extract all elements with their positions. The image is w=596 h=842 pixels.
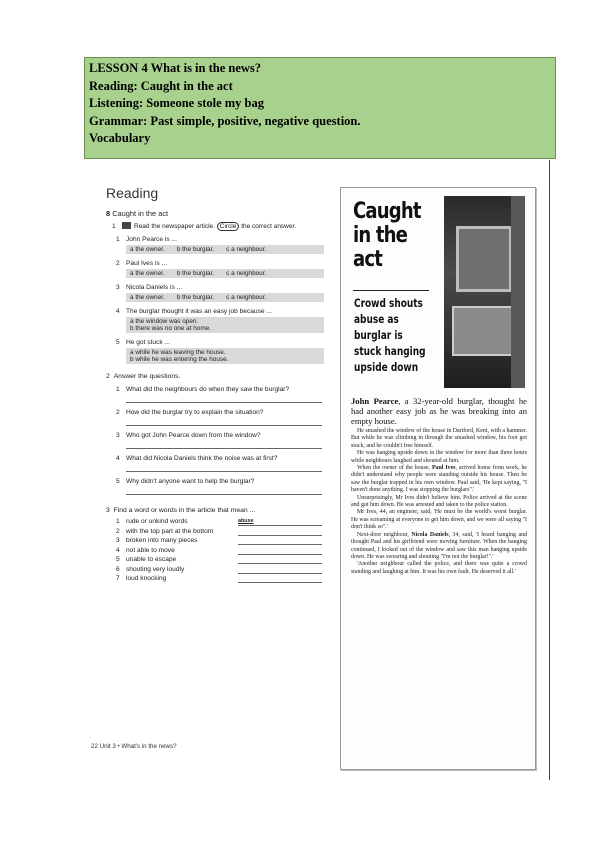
lesson-grammar: Grammar: Past simple, positive, negative question. bbox=[89, 113, 361, 128]
lesson-reading: Reading: Caught in the act bbox=[89, 78, 233, 93]
option-b[interactable]: b the burglar. bbox=[176, 294, 215, 301]
vocab-definition: not able to move bbox=[126, 546, 175, 554]
option-b[interactable]: b the burglar. bbox=[176, 246, 215, 253]
exercise-1-instruction bbox=[112, 222, 332, 230]
question-text: John Pearce is ... bbox=[126, 236, 177, 243]
vocab-definition: shouting very loudly bbox=[126, 565, 185, 573]
cd-audio-icon bbox=[122, 222, 131, 229]
newspaper-article bbox=[340, 187, 536, 770]
photo-window-lower bbox=[452, 306, 514, 356]
subheadline-line: Crowd shouts bbox=[354, 296, 423, 310]
exercise-1-post: the correct answer. bbox=[241, 223, 297, 230]
vocab-number: 2 bbox=[116, 527, 120, 535]
vocab-row bbox=[116, 566, 332, 574]
reading-heading: Reading bbox=[106, 185, 159, 201]
question-text: How did the burglar try to explain the situation? bbox=[126, 409, 264, 416]
vocab-answer[interactable]: abuse bbox=[238, 518, 322, 526]
vocab-answer[interactable] bbox=[238, 537, 322, 545]
paragraph-text: , arrived home from work, he didn't understand why people were standing outside his house. Then he saw the burglar trapped in his own window. Paul said, 'He kept saying, "I haven't done anything. I was stopping the burglars".' bbox=[351, 465, 528, 494]
option-a[interactable]: a the owner. bbox=[130, 246, 165, 253]
vocab-answer[interactable] bbox=[238, 566, 322, 574]
vocab-definition: broken into many pieces bbox=[126, 537, 198, 544]
vocab-row bbox=[116, 575, 332, 583]
answer-question-4 bbox=[116, 455, 332, 462]
exercise-1-number: 1 bbox=[112, 223, 116, 230]
article-paragraph bbox=[351, 532, 527, 562]
vocab-definition: unable to escape bbox=[126, 556, 177, 563]
exercise-3-number: 3 bbox=[106, 507, 110, 514]
lesson-header-box bbox=[84, 57, 556, 159]
vocab-definition: loud knocking bbox=[126, 575, 167, 582]
article-headline bbox=[353, 200, 421, 272]
question-number: 3 bbox=[116, 432, 120, 439]
page-edge-line bbox=[549, 160, 550, 780]
answer-line[interactable] bbox=[126, 416, 322, 426]
option-a[interactable]: a while he was leaving the house. bbox=[130, 349, 226, 356]
question-number: 2 bbox=[116, 409, 120, 416]
lead-name: John Pearce bbox=[351, 396, 399, 406]
question-2-options bbox=[126, 269, 324, 278]
question-number: 5 bbox=[116, 339, 120, 346]
circle-word: Circle bbox=[217, 222, 240, 231]
subheadline-line: stuck hanging bbox=[354, 344, 426, 358]
vocab-row bbox=[116, 556, 332, 564]
exercise-2-title: Answer the questions. bbox=[113, 373, 181, 380]
lesson-title: LESSON 4 What is in the news? bbox=[89, 61, 262, 75]
question-text: He got stuck ... bbox=[126, 339, 170, 346]
question-text: Nicola Daniels is ... bbox=[126, 284, 183, 291]
section-8-title: Caught in the act bbox=[112, 209, 169, 218]
answer-question-1 bbox=[116, 386, 332, 393]
answer-line[interactable] bbox=[126, 439, 322, 449]
exercise-3-title: Find a word or words in the article that mean ... bbox=[113, 507, 256, 514]
subheadline-line: abuse as bbox=[354, 312, 399, 326]
question-text: Paul Ives is ... bbox=[126, 260, 168, 267]
option-b[interactable]: b the burglar. bbox=[176, 270, 215, 277]
question-number: 4 bbox=[116, 308, 120, 315]
page-footer: 22 Unit 3 • What's in the news? bbox=[91, 743, 177, 750]
question-5-options bbox=[126, 348, 324, 364]
answer-question-3 bbox=[116, 432, 332, 439]
paragraph-text: When the owner of the house, bbox=[357, 465, 432, 472]
photo-wall bbox=[511, 196, 525, 388]
article-paragraph: Unsurprisingly, Mr Ives didn't believe him. Police arrived at the scene and got him down. He was arrested and taken to the police station. bbox=[351, 494, 527, 509]
person-name: Paul Ives bbox=[431, 465, 456, 472]
vocab-number: 1 bbox=[116, 518, 120, 525]
option-b[interactable]: b there was no one at home. bbox=[130, 325, 212, 332]
vocab-row bbox=[116, 537, 332, 545]
question-text: The burglar thought it was an easy job because ... bbox=[126, 308, 272, 315]
question-number: 4 bbox=[116, 455, 120, 462]
option-a[interactable]: a the owner. bbox=[130, 294, 165, 301]
question-number: 3 bbox=[116, 284, 120, 291]
option-a[interactable]: a the owner. bbox=[130, 270, 165, 277]
vocab-number: 3 bbox=[116, 537, 120, 544]
question-text: Why didn't anyone want to help the burglar? bbox=[126, 478, 255, 485]
option-c[interactable]: c a neighbour. bbox=[226, 294, 267, 301]
question-1-options bbox=[126, 245, 324, 254]
section-8-number: 8 bbox=[106, 209, 111, 218]
option-b[interactable]: b while he was entering the house. bbox=[130, 356, 229, 363]
headline-rule bbox=[353, 290, 429, 291]
question-number: 1 bbox=[116, 386, 120, 393]
question-text: What did Nicola Daniels think the noise was at first? bbox=[126, 455, 278, 462]
article-paragraph: He was hanging upside down in the window for more than three hours while neighbours laughed and shouted at him. bbox=[351, 450, 527, 464]
article-body bbox=[351, 396, 527, 576]
answer-line[interactable] bbox=[126, 485, 322, 495]
vocab-answer[interactable] bbox=[238, 575, 322, 583]
article-lead bbox=[351, 396, 527, 426]
section-8-heading bbox=[106, 209, 332, 218]
vocab-row bbox=[116, 547, 332, 555]
headline-line: Caught bbox=[353, 199, 421, 224]
burglar-photo bbox=[444, 196, 525, 388]
question-number: 5 bbox=[116, 478, 120, 485]
vocab-row bbox=[116, 528, 332, 536]
question-3-options bbox=[126, 293, 324, 302]
photo-window bbox=[456, 226, 512, 292]
article-subheadline bbox=[354, 295, 426, 375]
vocab-answer[interactable] bbox=[238, 556, 322, 564]
article-paragraph: 'Another neighbour called the police, and there was quite a crowd standing and laughing at him. It was his own fault. He deserved it all.' bbox=[351, 561, 527, 575]
subheadline-line: upside down bbox=[354, 360, 419, 374]
paragraph-text: Next-door neighbour, bbox=[357, 531, 412, 538]
option-c[interactable]: c a neighbour. bbox=[226, 246, 267, 253]
question-text: Who got John Pearce down from the window? bbox=[126, 432, 261, 439]
vocab-row bbox=[116, 518, 332, 526]
question-4 bbox=[116, 308, 332, 315]
exercise-2-number: 2 bbox=[106, 373, 110, 380]
question-4-options bbox=[126, 317, 324, 333]
exercise-1-pre: Read the newspaper article. bbox=[134, 223, 215, 230]
lesson-vocabulary: Vocabulary bbox=[89, 131, 151, 145]
person-name: Nicola Daniels bbox=[411, 531, 449, 538]
question-number: 2 bbox=[116, 260, 120, 267]
exercise-3-heading bbox=[106, 507, 332, 514]
article-paragraph bbox=[351, 465, 527, 495]
question-3 bbox=[116, 284, 332, 291]
lead-text: , a 32-year-old burglar, thought he had another easy job as he was breaking into an empty house. bbox=[351, 396, 527, 426]
vocab-definition: rude or unkind words bbox=[126, 518, 188, 525]
article-paragraph: Mr Ives, 44, an engineer, said, 'He must be the world's worst burglar. He was screaming at everyone to get him down, and we were all saying "I don't think so".' bbox=[351, 509, 527, 531]
option-c[interactable]: c a neighbour. bbox=[226, 270, 267, 277]
vocab-number: 5 bbox=[116, 556, 120, 563]
question-2 bbox=[116, 260, 332, 267]
vocab-number: 7 bbox=[116, 575, 120, 582]
lesson-listening: Listening: Someone stole my bag bbox=[89, 96, 264, 110]
article-paragraph: He smashed the window of the house in Dartford, Kent, with a hammer. But while he was climbing in through the smashed window, his foot got stuck, and he couldn't free himself. bbox=[351, 428, 527, 449]
question-text: What did the neighbours do when they saw the burglar? bbox=[126, 386, 290, 393]
headline-line: act bbox=[353, 247, 383, 272]
exercise-2-heading bbox=[106, 373, 332, 380]
answer-line[interactable] bbox=[126, 462, 322, 472]
headline-line: in the bbox=[353, 223, 408, 248]
vocab-answer[interactable] bbox=[238, 528, 322, 536]
option-a[interactable]: a the window was open. bbox=[130, 318, 199, 325]
answer-question-5 bbox=[116, 478, 332, 485]
vocab-definition: with the top part at the bottom bbox=[126, 527, 214, 535]
answer-line[interactable] bbox=[126, 393, 322, 403]
subheadline-line: burglar is bbox=[354, 328, 403, 342]
answer-question-2 bbox=[116, 409, 332, 416]
vocabulary-list bbox=[116, 518, 332, 583]
paragraph-text: , 34, said, 'I heard banging and thought Paul and his girlfriend were moving furniture. When the banging continued, I looked out of the window and saw this man hanging upside down. He was swearing and shouting "I'm not the burglar!".' bbox=[351, 531, 527, 560]
question-5 bbox=[116, 339, 332, 346]
vocab-answer[interactable] bbox=[238, 547, 322, 555]
vocab-number: 4 bbox=[116, 546, 120, 554]
question-number: 1 bbox=[116, 236, 120, 243]
vocab-number: 6 bbox=[116, 565, 120, 573]
reading-exercises bbox=[106, 185, 332, 583]
question-1 bbox=[116, 236, 332, 243]
